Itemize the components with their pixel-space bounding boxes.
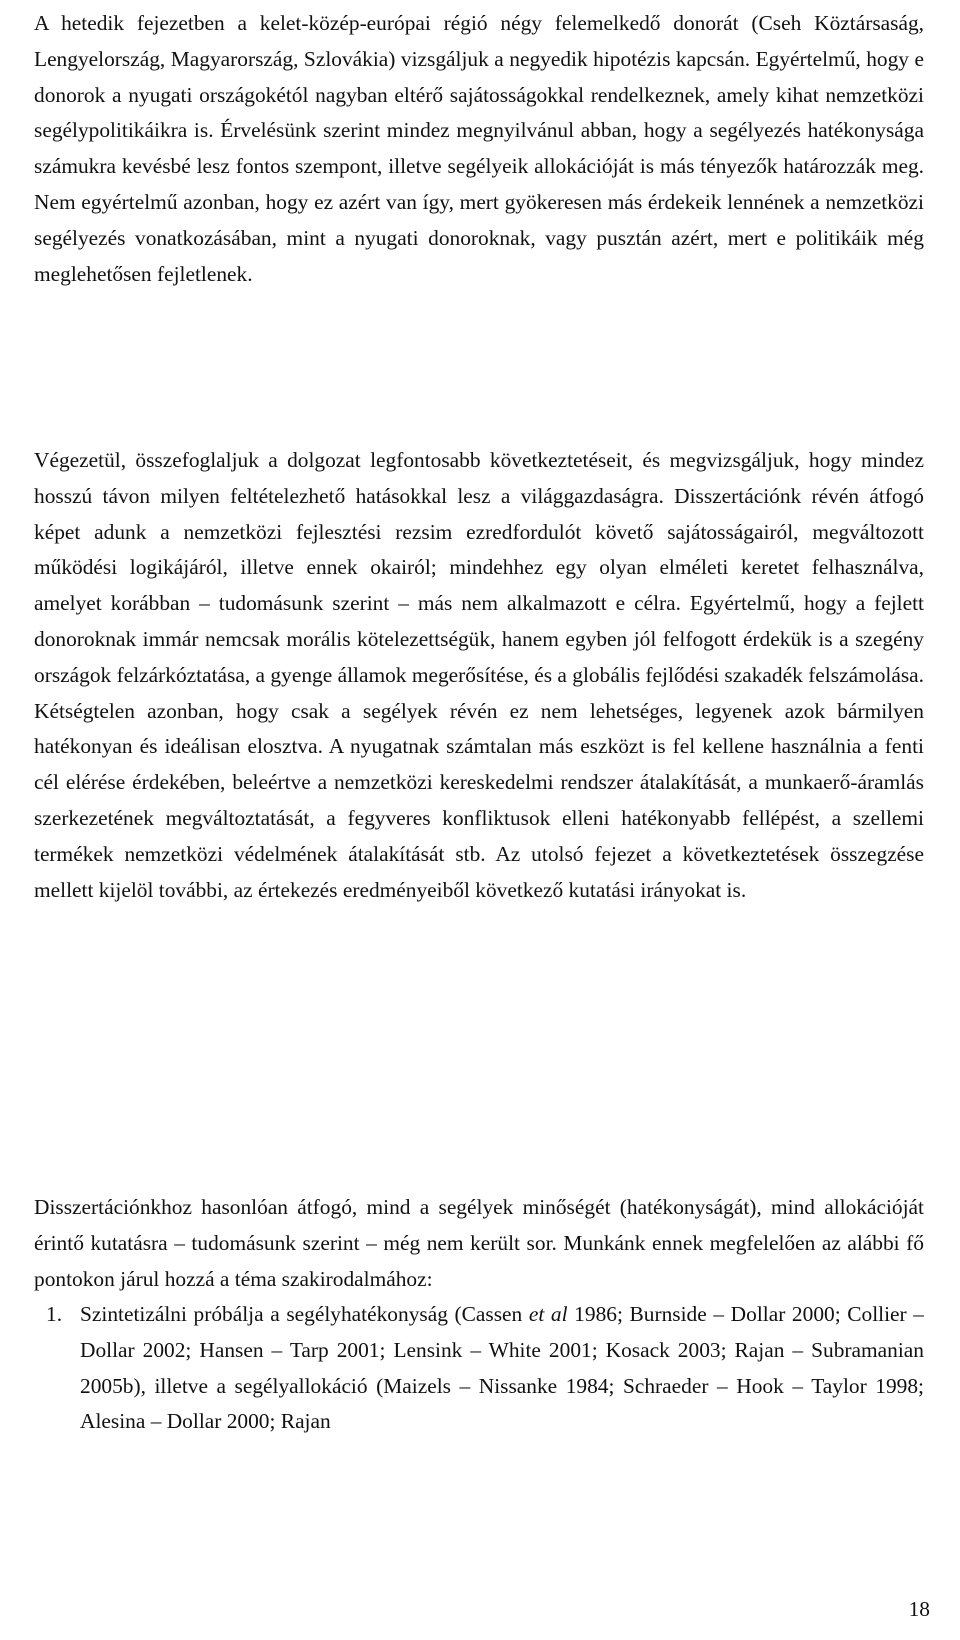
- paragraph-conclusions: Végezetül, összefoglaljuk a dolgozat legfontosabb következtetéseit, és megvizsgáljuk, hogy mindez hosszú távon milyen feltételezhető hatásokkal lesz a világgazdaságra. Disszertációnk révén átfogó képet adunk a nemzetközi fejlesztési rezsim ezredfordulót követő sajátosságairól, megváltozott működési logikájáról, illetve ennek okairól; mindehhez egy olyan elméleti keretet felhasználva, amelyet korábban – tudomásunk szerint – más nem alkalmazott e célra. Egyértelmű, hogy a fejlett donoroknak immár nemcsak morális kötelezettségük, hanem egyben jól felfogott érdekük is a szegény országok felzárkóztatása, a gyenge államok megerősítése, és a globális fejlődési szakadék felszámolása. Kétségtelen azonban, hogy csak a segélyek révén ez nem lehetséges, legyenek azok bármilyen hatékonyan és ideálisan elosztva. A nyugatnak számtalan más eszközt is fel kellene használnia a fenti cél elérése érdekében, beleértve a nemzetközi kereskedelmi rendszer átalakítását, a munkaerő-áramlás szerkezetének megváltoztatását, a fegyveres konfliktusok elleni hatékonyabb fellépést, a szellemi termékek nemzetközi védelmének átalakítását stb. Az utolsó fejezet a következtetések összegzése mellett kijelöl további, az értekezés eredményeiből következő kutatási irányokat is.: [34, 448, 924, 902]
- list-item-number: 1.: [46, 1302, 63, 1326]
- list-item-italic-text: et al: [528, 1302, 568, 1326]
- page-number: 18: [908, 1597, 930, 1621]
- list-item-text-before: Szintetizálni próbálja a segélyhatékonyság (Cassen: [80, 1302, 529, 1326]
- list-item-text: [80, 1297, 924, 1440]
- list-item-text-after: 1986; Burnside – Dollar 2000; Collier – Dollar 2002; Hansen – Tarp 2001; Lensink – White 2001; Kosack 2003; Rajan – Subramanian 2005b), illetve a segélyallokáció (Maizels – Nissanke 1984; Schraeder – Hook – Taylor 1998; Alesina – Dollar 2000; Rajan: [80, 1302, 924, 1434]
- paragraph-chapter-seven: A hetedik fejezetben a kelet-közép-európai régió négy felemelkedő donorát (Cseh Köztársaság, Lengyelország, Magyarország, Szlovákia) vizsgáljuk a negyedik hipotézis kapcsán. Egyértelmű, hogy e donorok a nyugati országokétól nagyban eltérő sajátosságokkal rendelkeznek, amely kihat nemzetközi segélypolitikáikra is. Érvelésünk szerint mindez megnyilvánul abban, hogy a segélyezés hatékonysága számukra kevésbé lesz fontos szempont, illetve segélyeik allokációját is más tényezők határozzák meg. Nem egyértelmű azonban, hogy ez azért van így, mert gyökeresen más érdekeik lennének a nemzetközi segélyezés vonatkozásában, mint a nyugati donoroknak, vagy pusztán azért, mert e politikáik még meglehetősen fejletlenek.: [34, 11, 924, 286]
- paragraph-contributions: Disszertációnkhoz hasonlóan átfogó, mind a segélyek minőségét (hatékonyságát), mind allokációját érintő kutatásra – tudomásunk szerint – még nem került sor. Munkánk ennek megfelelően az alábbi fő pontokon járul hozzá a téma szakirodalmához:: [34, 1195, 924, 1291]
